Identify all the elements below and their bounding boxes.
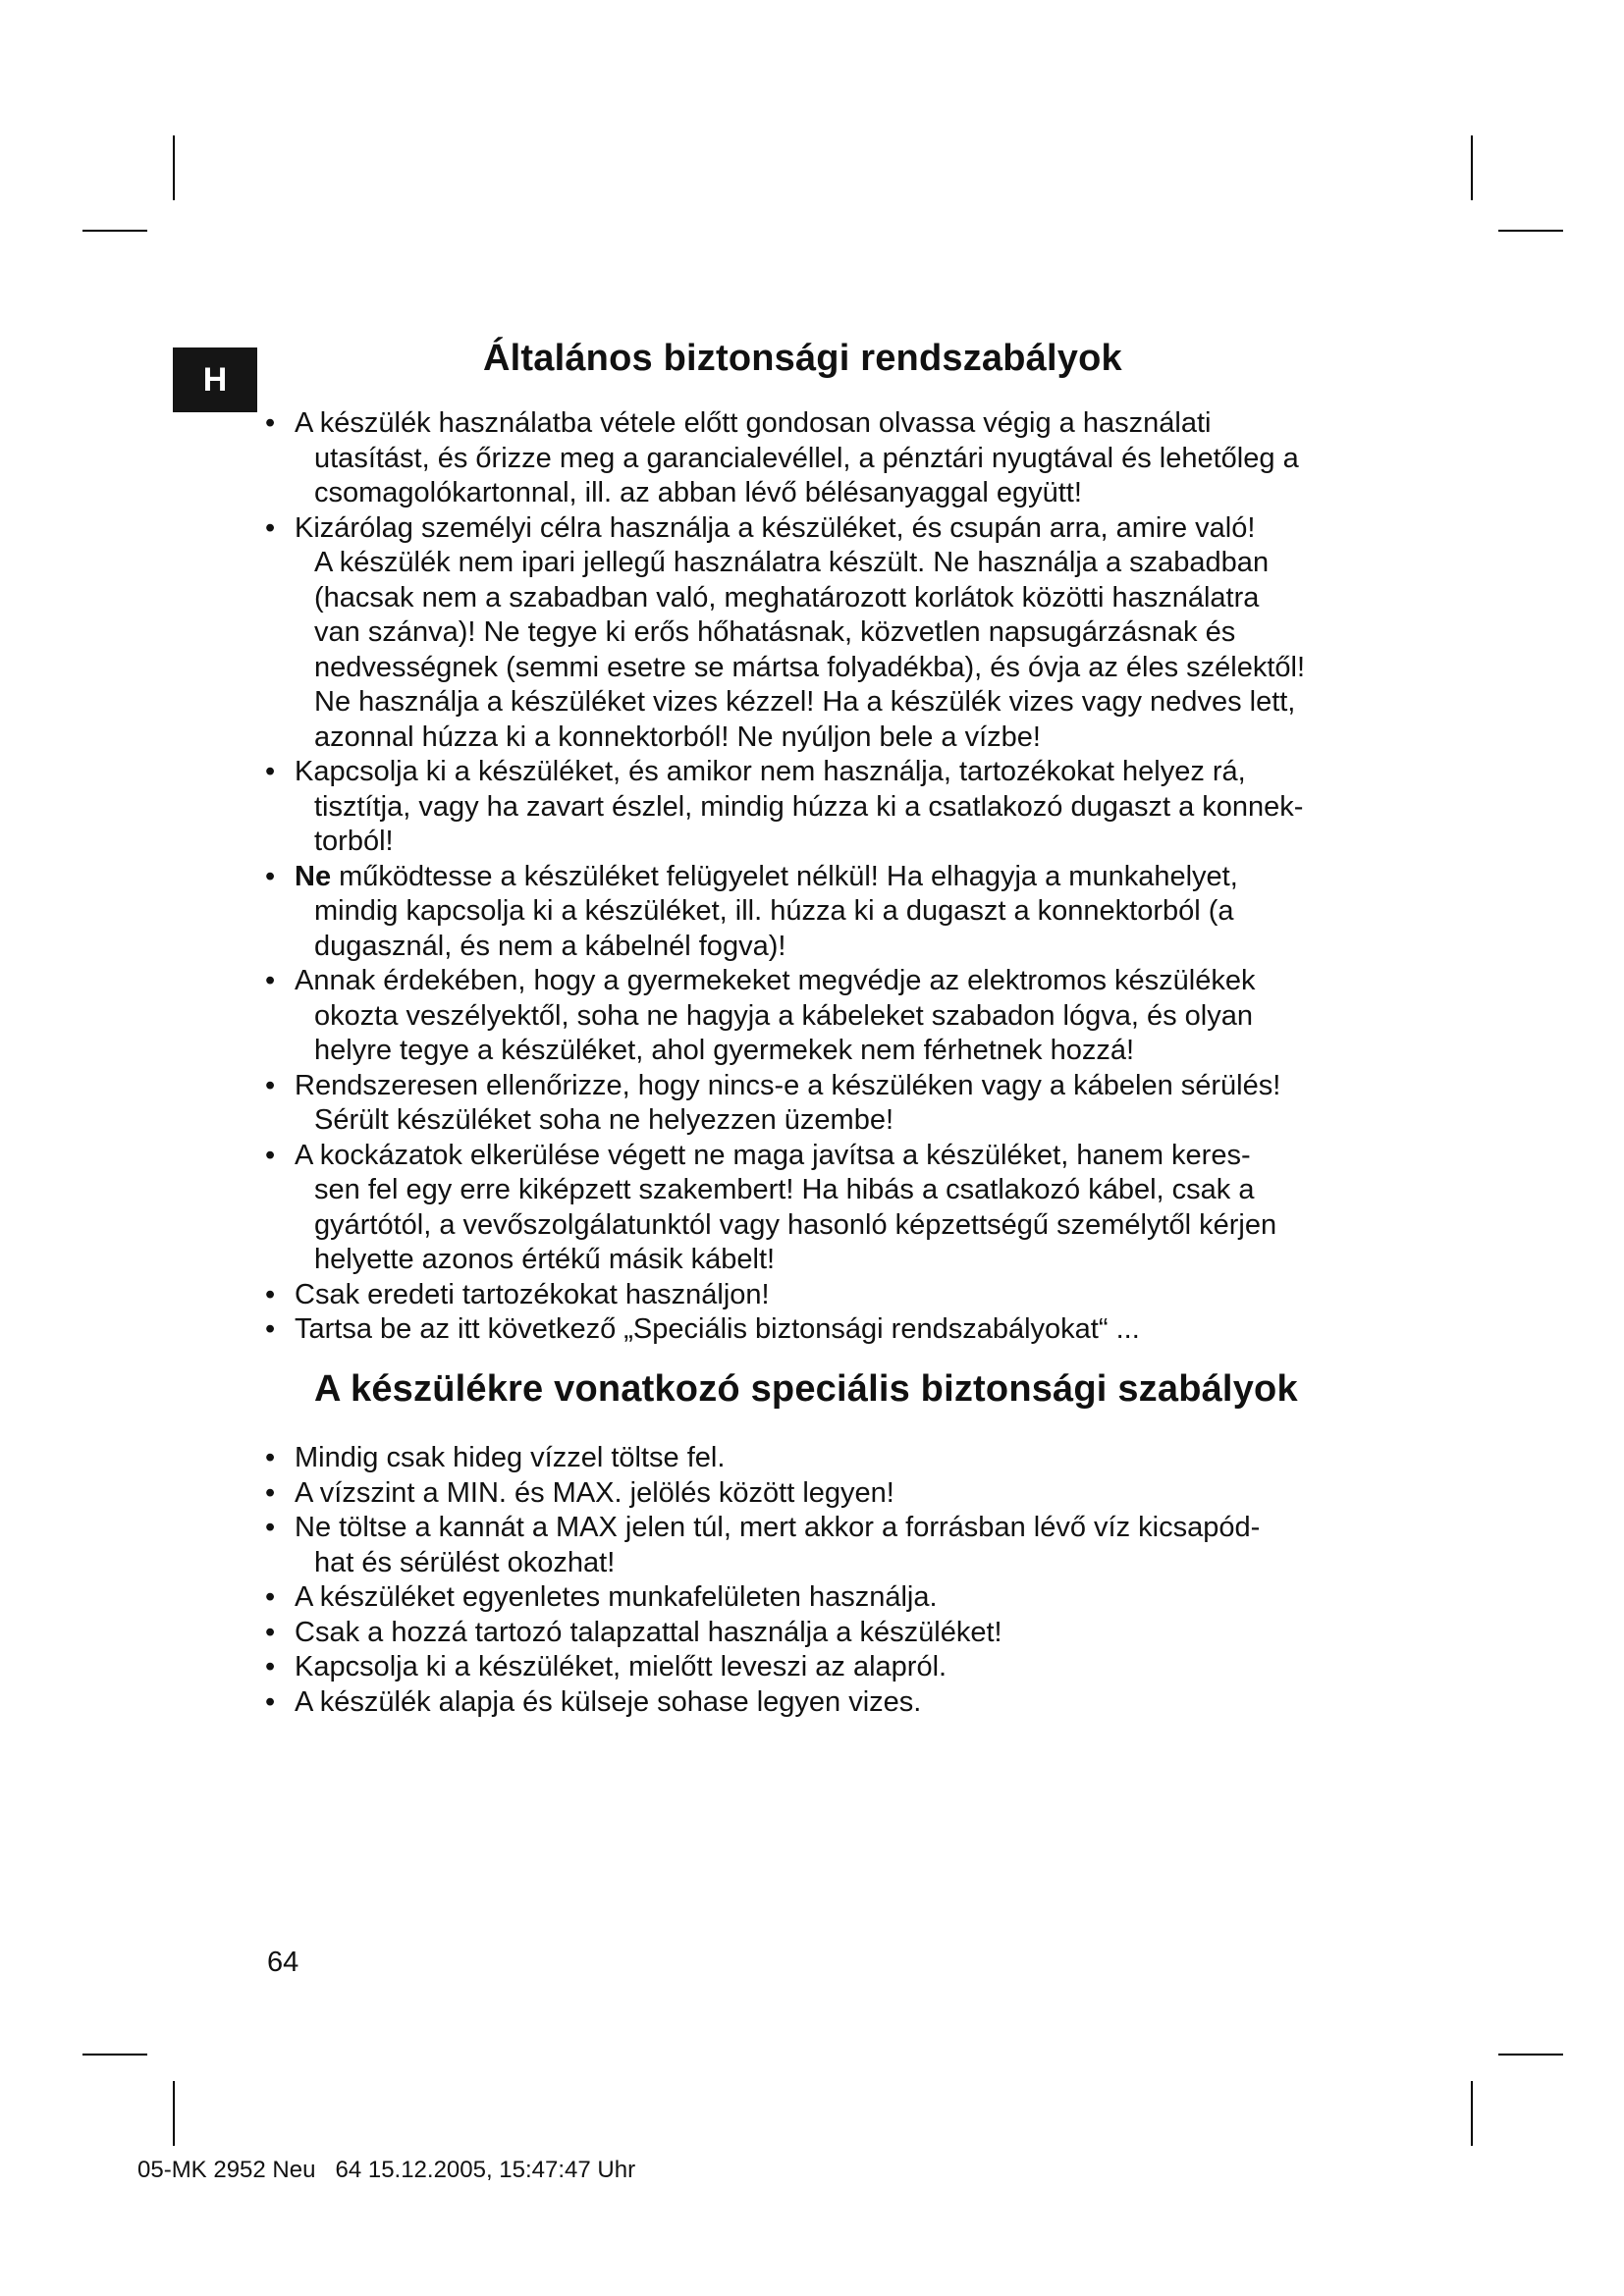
- list-item-line: torból!: [314, 826, 394, 857]
- list-item-line: Ne használja a készüléket vizes kézzel! Ha a készülék vizes vagy nedves lett,: [314, 686, 1296, 718]
- list-item-line: Rendszeresen ellenőrizze, hogy nincs-e a készüléken vagy a kábelen sérülés!: [295, 1069, 1281, 1101]
- list-item-line: A készüléket egyenletes munkafelületen használja.: [295, 1581, 938, 1613]
- list-item-line: helyette azonos értékű másik kábelt!: [314, 1244, 776, 1275]
- crop-mark-bottom-right-horizontal: [1498, 2054, 1563, 2056]
- list-item-line: Kizárólag személyi célra használja a készüléket, és csupán arra, amire való!: [295, 511, 1256, 544]
- bullet-icon: •: [265, 1069, 276, 1101]
- list-item-line: nedvességnek (semmi esetre se mártsa folyadékba), és óvja az éles szélektől!: [314, 651, 1306, 683]
- list-item: [263, 1616, 1382, 1651]
- list-item-line: utasítást, és őrizze meg a garancialevéllel, a pénztári nyugtával és lehetőleg a: [314, 442, 1299, 474]
- list-item-line: Kapcsolja ki a készüléket, és amikor nem használja, tartozékokat helyez rá,: [295, 756, 1246, 787]
- crop-mark-bottom-left-horizontal: [82, 2054, 147, 2056]
- list-item-line: tisztítja, vagy ha zavart észlel, mindig húzza ki a csatlakozó dugaszt a konnek-: [314, 790, 1304, 823]
- list-item-line: sen fel egy erre kiképzett szakembert! Ha hibás a csatlakozó kábel, csak a: [314, 1174, 1255, 1205]
- list-item-line: A vízszint a MIN. és MAX. jelölés között legyen!: [295, 1476, 894, 1509]
- bullet-icon: •: [265, 511, 276, 544]
- bullet-icon: •: [265, 1616, 276, 1648]
- list-item-line: A készülék használatba vétele előtt gondosan olvassa végig a használati: [295, 407, 1212, 439]
- list-item-line: csomagolókartonnal, ill. az abban lévő bélésanyaggal együtt!: [314, 477, 1082, 508]
- list-item: [263, 1476, 1382, 1512]
- list-item-line: hat és sérülést okozhat!: [314, 1546, 616, 1578]
- list-item: [263, 406, 1382, 511]
- list-item-line: Annak érdekében, hogy a gyermekeket megvédje az elektromos készülékek: [295, 965, 1256, 996]
- list-item-line: helyre tegye a készüléket, ahol gyermekek nem férhetnek hozzá!: [314, 1035, 1135, 1066]
- print-footer: [137, 2157, 635, 2184]
- page-number: 64: [267, 1947, 299, 1978]
- bullet-icon: •: [265, 1476, 276, 1509]
- list-item-line: Csak a hozzá tartozó talapzattal használja a készüléket!: [295, 1616, 1002, 1648]
- list-item: [263, 1650, 1382, 1685]
- list-item: [263, 755, 1382, 860]
- list-item-line: Sérült készüléket soha ne helyezzen üzembe!: [314, 1104, 894, 1136]
- list-item: [263, 964, 1382, 1069]
- list-item-line: A készülék alapja és külseje sohase legyen vizes.: [295, 1685, 922, 1718]
- list-item: [263, 1511, 1382, 1580]
- list-item-text: működtesse a készüléket felügyelet nélkül! Ha elhagyja a munkahelyet,: [331, 860, 1238, 892]
- list-item-line: dugasznál, és nem a kábelnél fogva)!: [314, 930, 786, 962]
- list-item-line: Tartsa be az itt következő „Speciális biztonsági rendszabályokat“ ...: [295, 1313, 1140, 1345]
- list-item: [263, 1580, 1382, 1616]
- bullet-icon: •: [265, 1581, 276, 1613]
- list-item: [263, 1278, 1382, 1313]
- list-item: [263, 860, 1382, 965]
- list-item-line: Ne töltse a kannát a MAX jelen túl, mert akkor a forrásban lévő víz kicsapód-: [295, 1512, 1261, 1543]
- footer-timestamp: 15.12.2005, 15:47:47 Uhr: [367, 2157, 636, 2183]
- footer-doc-id: 05-MK 2952 Neu: [137, 2157, 316, 2183]
- crop-mark-top-left-horizontal: [82, 230, 147, 232]
- crop-mark-top-left-vertical: [173, 135, 175, 200]
- crop-mark-bottom-right-vertical: [1471, 2081, 1473, 2146]
- list-item-line: azonnal húzza ki a konnektorból! Ne nyúljon bele a vízbe!: [314, 721, 1041, 753]
- list-item-line: [295, 860, 1382, 895]
- section-title-special-safety: A készülékre vonatkozó speciális biztonsági szabályok: [314, 1368, 1298, 1410]
- list-item-line: (hacsak nem a szabadban való, meghatározott korlátok közötti használatra: [314, 581, 1260, 614]
- bullet-icon: •: [265, 860, 276, 892]
- bullet-icon: •: [265, 1278, 276, 1310]
- list-item-line: Mindig csak hideg vízzel töltse fel.: [295, 1442, 726, 1473]
- list-item-line: Csak eredeti tartozékokat használjon!: [295, 1278, 770, 1310]
- language-tab: H: [173, 347, 257, 412]
- bullet-icon: •: [265, 1651, 276, 1682]
- bullet-icon: •: [265, 965, 276, 996]
- bullet-icon: •: [265, 407, 276, 439]
- bullet-icon: •: [265, 1685, 276, 1718]
- list-item-line: A készülék nem ipari jellegű használatra készült. Ne használja a szabadban: [314, 547, 1270, 578]
- list-item-line: van szánva)! Ne tegye ki erős hőhatásnak, közvetlen napsugárzásnak és: [314, 616, 1236, 648]
- list-item-line: gyártótól, a vevőszolgálatunktól vagy hasonló képzettségű személytől kérjen: [314, 1208, 1277, 1241]
- list-item: [263, 1685, 1382, 1721]
- footer-page: 64: [335, 2157, 362, 2183]
- bullet-icon: •: [265, 1139, 276, 1171]
- bullet-icon: •: [265, 1442, 276, 1473]
- bullet-icon: •: [265, 1313, 276, 1345]
- list-item: [263, 1069, 1382, 1139]
- list-item-line: okozta veszélyektől, soha ne hagyja a kábeleket szabadon lógva, és olyan: [314, 999, 1254, 1032]
- list-item: [263, 1139, 1382, 1278]
- general-safety-list: [263, 406, 1382, 1348]
- crop-mark-top-right-vertical: [1471, 135, 1473, 200]
- section-title-general-safety: Általános biztonsági rendszabályok: [483, 338, 1122, 379]
- list-item: [263, 1312, 1382, 1348]
- list-item-line: mindig kapcsolja ki a készüléket, ill. húzza ki a dugaszt a konnektorból (a: [314, 895, 1234, 927]
- special-safety-list: [263, 1441, 1382, 1720]
- crop-mark-bottom-left-vertical: [173, 2081, 175, 2146]
- bold-lead: Ne: [295, 860, 332, 892]
- bullet-icon: •: [265, 1512, 276, 1543]
- list-item: [263, 511, 1382, 756]
- list-item-line: Kapcsolja ki a készüléket, mielőtt leveszi az alapról.: [295, 1651, 947, 1682]
- bullet-icon: •: [265, 756, 276, 787]
- list-item-line: A kockázatok elkerülése végett ne maga javítsa a készüléket, hanem keres-: [295, 1139, 1251, 1171]
- list-item: [263, 1441, 1382, 1476]
- crop-mark-top-right-horizontal: [1498, 230, 1563, 232]
